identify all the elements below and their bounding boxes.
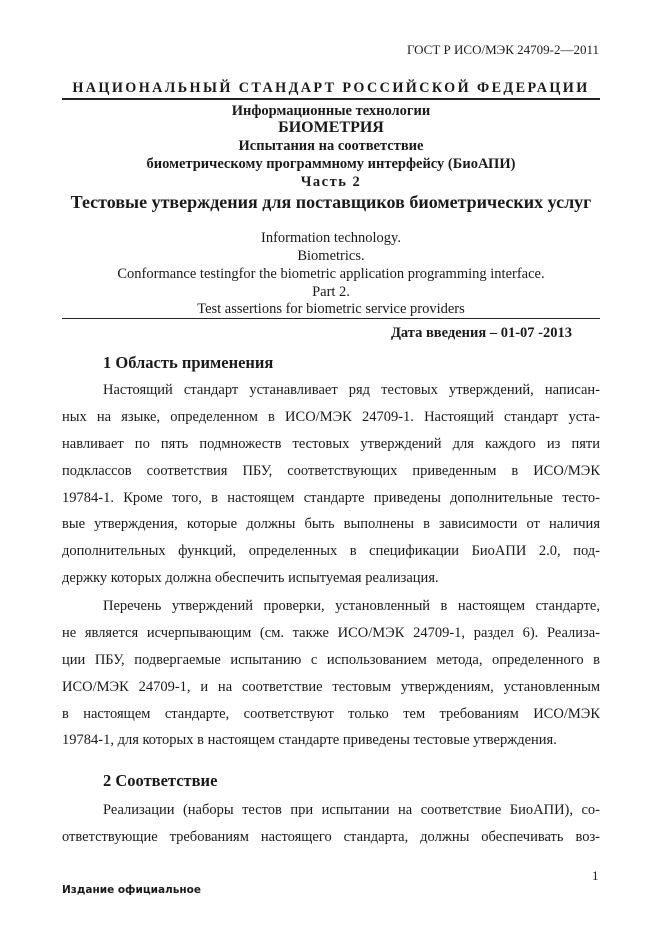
edition-note: Издание официальное xyxy=(62,884,201,896)
paragraph-line: ции ПБУ, подвергаемые испытанию с использованием метода, определенного в xyxy=(62,651,600,668)
document-code: ГОСТ Р ИСО/МЭК 24709-2—2011 xyxy=(406,42,599,57)
title-ru-part: Часть 2 xyxy=(300,174,362,190)
section-1-paragraph-1 xyxy=(62,377,600,592)
paragraph-line: держку которых должна обеспечить испытуемая реализация. xyxy=(62,570,439,587)
introduction-date: Дата введения – 01-07 -2013 xyxy=(390,325,572,341)
paragraph-line: Настоящий стандарт устанавливает ряд тестовых утверждений, написан- xyxy=(103,382,600,398)
paragraph-line: 19784-1, для которых в настоящем стандарте приведены тестовые утверждения. xyxy=(62,732,557,749)
paragraph-line: Перечень утверждений проверки, установленный в настоящем стандарте, xyxy=(103,598,600,614)
standard-title: НАЦИОНАЛЬНЫЙ СТАНДАРТ РОССИЙСКОЙ ФЕДЕРАЦИИ xyxy=(72,80,590,96)
paragraph-line: дополнительных функций, определенных в спецификации БиоАПИ 2.0, под- xyxy=(62,543,600,560)
title-rule xyxy=(62,98,600,100)
section-1-paragraph-2 xyxy=(62,593,600,754)
page-number: 1 xyxy=(592,868,599,883)
title-en-line-2: Biometrics. xyxy=(297,248,365,264)
paragraph-line: 19784-1. Кроме того, в настоящем стандарте приведены дополнительные тесто- xyxy=(62,489,600,506)
section-1-heading: 1 Область применения xyxy=(103,353,274,372)
paragraph-line: не является исчерпывающим (см. также ИСО/МЭК 24709-1, раздел 6). Реализа- xyxy=(62,624,600,641)
paragraph-line: Реализации (наборы тестов при испытании на соответствие БиоАПИ), со- xyxy=(103,802,600,818)
paragraph-line: ных на языке, определенном в ИСО/МЭК 24709-1. Настоящий стандарт уста- xyxy=(62,408,600,425)
title-en-line-1: Information technology. xyxy=(261,230,401,246)
paragraph-line: навливает по пять подмножеств тестовых утверждений для каждого из пяти xyxy=(62,435,600,452)
section-2-heading: 2 Соответствие xyxy=(103,771,218,790)
title-ru-main: Тестовые утверждения для поставщиков биометрических услуг xyxy=(70,192,592,212)
title-ru-line-2: БИОМЕТРИЯ xyxy=(278,119,384,136)
title-en-line-4: Part 2. xyxy=(312,284,350,300)
paragraph-line: ответствующие требованиям настоящего стандарта, должны обеспечивать воз- xyxy=(62,828,600,845)
title-ru-line-4: биометрическому программному интерфейсу (БиоАПИ) xyxy=(146,156,516,172)
title-ru-line-1: Информационные технологии xyxy=(231,103,431,119)
paragraph-line: ИСО/МЭК 24709-1, и на соответствие тестовым утверждениям, установленным xyxy=(62,678,600,695)
section-2-paragraph-1 xyxy=(62,797,600,851)
paragraph-line: в настоящем стандарте, соответствуют только тем требованиям ИСО/МЭК xyxy=(62,705,600,722)
paragraph-line: подклассов соответствия ПБУ, соответствующих приведенным в ИСО/МЭК xyxy=(62,462,600,479)
title-en-line-5: Test assertions for biometric service providers xyxy=(197,301,465,317)
paragraph-line: вые утверждения, которые должны быть выполнены в зависимости от наличия xyxy=(62,516,600,533)
title-ru-line-3: Испытания на соответствие xyxy=(238,138,424,154)
date-rule xyxy=(62,318,600,319)
title-en-line-3: Conformance testingfor the biometric application programming interface. xyxy=(117,266,545,282)
